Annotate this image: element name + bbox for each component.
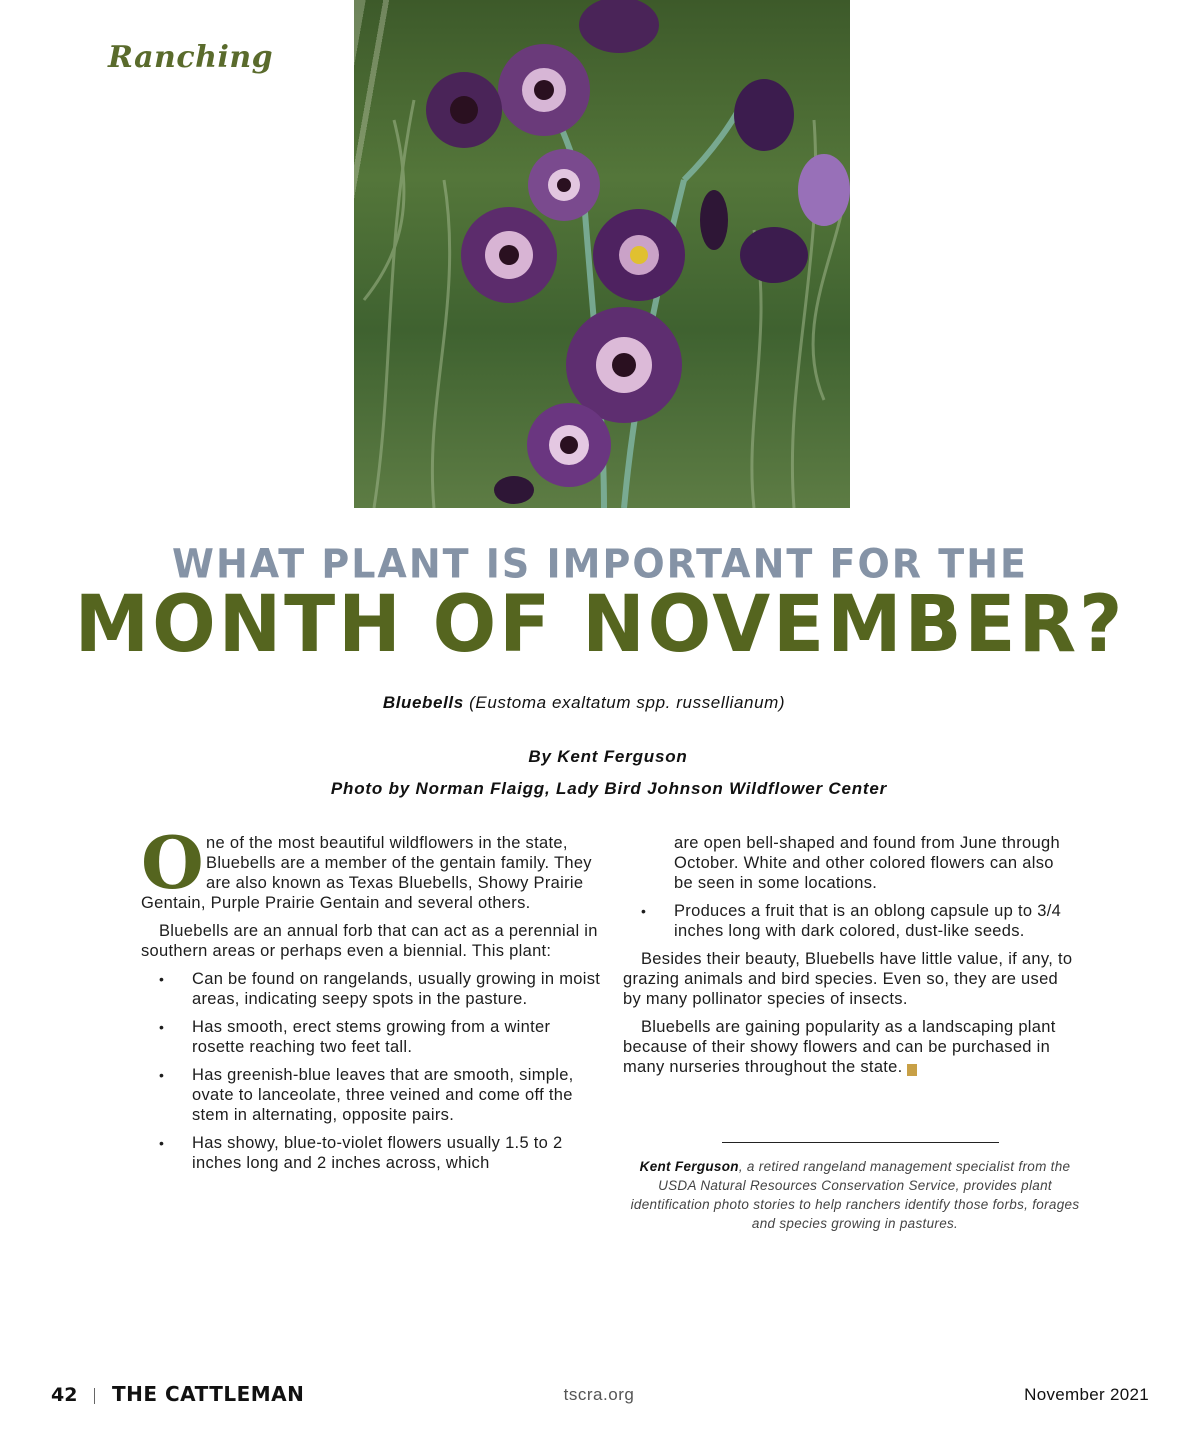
paragraph-landscaping-text: Bluebells are gaining popularity as a landscaping plant because of their showy flowers and can be purchased in many nurseries throughout the state.	[623, 1018, 1056, 1076]
list-item	[141, 969, 603, 1009]
bullet-icon: •	[159, 1019, 165, 1035]
bullet-icon: •	[159, 1135, 165, 1151]
headline-kicker: WHAT PLANT IS IMPORTANT FOR THE	[172, 540, 1028, 588]
paragraph-description: Bluebells are an annual forb that can act as a perennial in southern areas or perhaps even a biennial. This plant:	[141, 922, 598, 960]
bluebells-photo	[354, 0, 850, 508]
bullet-icon: •	[641, 903, 647, 919]
plant-name	[0, 693, 1168, 713]
page-title: MONTH OF NOVEMBER?	[74, 580, 1126, 670]
page-number: 42	[51, 1384, 78, 1406]
bullet-icon: •	[159, 1067, 165, 1083]
end-mark-icon: c	[907, 1064, 917, 1076]
magazine-name: THE CATTLEMAN	[112, 1382, 305, 1406]
list-item	[141, 1133, 603, 1173]
author-bio	[625, 1157, 1085, 1233]
plant-traits-list-continued	[623, 901, 1073, 941]
author-bio-text: , a retired rangeland management specialist from the USDA Natural Resources Conservation Service, provides plant identification photo stories to help ranchers identify those forbs, forages and species growing in pastures.	[630, 1159, 1080, 1231]
dropcap: O	[141, 820, 205, 905]
author-name: Kent Ferguson	[639, 1159, 739, 1174]
bio-divider	[722, 1142, 999, 1143]
list-item-text: Produces a fruit that is an oblong capsule up to 3/4 inches long with dark colored, dust-like seeds.	[674, 902, 1062, 940]
paragraph-value: Besides their beauty, Bluebells have little value, if any, to grazing animals and bird species. Even so, they are used by many pollinator species of insects.	[623, 950, 1073, 1008]
article-column-right	[623, 833, 1073, 1085]
list-item	[141, 1017, 603, 1057]
article-column-left	[141, 820, 603, 1181]
photo-credit: Photo by Norman Flaigg, Lady Bird Johnson Wildflower Center	[330, 779, 888, 798]
list-item-text: Has greenish-blue leaves that are smooth, simple, ovate to lanceolate, three veined and come off the stem in alternating, opposite pairs.	[192, 1066, 574, 1124]
bullet-icon: •	[159, 971, 165, 987]
paragraph-landscaping	[623, 1017, 1073, 1077]
list-item-text: Has smooth, erect stems growing from a winter rosette reaching two feet tall.	[192, 1018, 551, 1056]
list-item	[141, 1065, 603, 1125]
issue-date: November 2021	[1024, 1385, 1149, 1404]
list-item-text: Can be found on rangelands, usually growing in moist areas, indicating seepy spots in the pasture.	[192, 970, 601, 1008]
scientific-name: (Eustoma exaltatum spp. russellianum)	[469, 693, 786, 712]
flower-illustration	[354, 0, 850, 508]
list-item	[623, 901, 1073, 941]
common-name: Bluebells	[382, 693, 464, 712]
list-item-continuation: are open bell-shaped and found from June through October. White and other colored flowers can also be seen in some locations.	[674, 834, 1060, 892]
website-link[interactable]: tscra.org	[563, 1385, 635, 1404]
paragraph-intro-text: ne of the most beautiful wildflowers in the state, Bluebells are a member of the gentain family. They are also known as Texas Bluebells, Showy Prairie Gentain, Purple Prairie Gentain and several others.	[141, 834, 592, 912]
section-label: Ranching	[108, 40, 274, 75]
plant-traits-list	[141, 969, 603, 1173]
paragraph-intro	[141, 820, 603, 913]
list-item-text: Has showy, blue-to-violet flowers usually 1.5 to 2 inches long and 2 inches across, which	[192, 1134, 563, 1172]
byline: By Kent Ferguson	[528, 747, 688, 766]
